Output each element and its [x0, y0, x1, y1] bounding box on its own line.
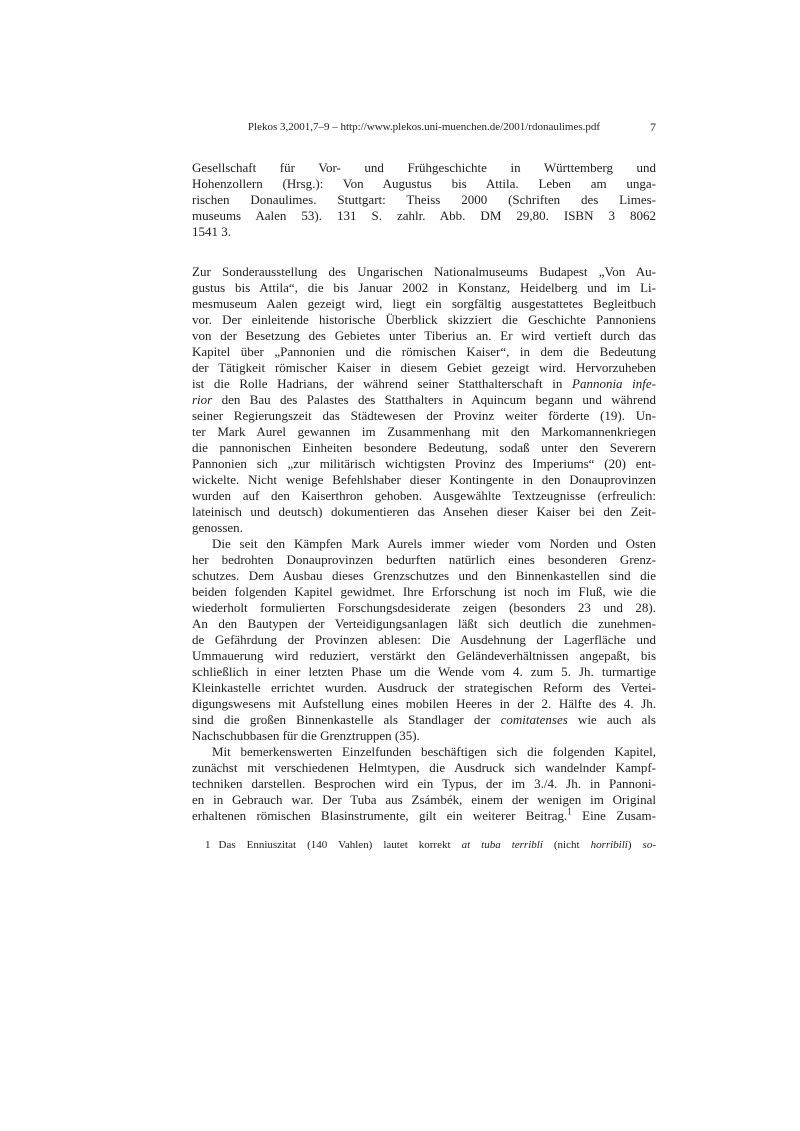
text-run: 1541 3. — [192, 224, 231, 239]
footnote-marker: 1 — [567, 808, 572, 817]
text-run: die pannonischen Einheiten besondere Bedeutung, sodaß unter den Severern — [192, 440, 656, 455]
text-run: mesmuseum Aalen gezeigt wird, liegt ein sorgfältig ausgestattetes Begleitbuch — [192, 296, 656, 311]
italic-text: at tuba terribli — [461, 839, 543, 851]
body-line — [192, 424, 656, 440]
text-run: en in Gebrauch war. Der Tuba aus Zsámbék, einem der wenigen im Original — [192, 792, 656, 807]
body-line — [192, 536, 656, 552]
body-line — [192, 760, 656, 776]
text-run: wiederholt formulierten Forschungsdesiderate zeigen (besonders 23 und 28). — [192, 600, 656, 615]
page-number: 7 — [650, 120, 656, 134]
body-line — [192, 376, 656, 392]
body-line — [192, 616, 656, 632]
text-run: der Tätigkeit römischer Kaiser in diesem Gebiet gezeigt wird. Hervorzuheben — [192, 360, 656, 375]
body-line — [192, 600, 656, 616]
text-run: wurden auf den Kaiserthron gehoben. Ausgewählte Textzeugnisse (erfreulich: — [192, 488, 656, 503]
text-run: Ummauerung wird reduziert, verstärkt den Geländeverhältnissen angepaßt, bis — [192, 648, 656, 663]
body-line — [192, 280, 656, 296]
text-run: seiner Regierungszeit das Städtewesen der Provinz weiter förderte (19). Un- — [192, 408, 656, 423]
footnote-number: 1 — [205, 839, 211, 851]
text-run: schließlich in einer letzten Phase um die Wende vom 4. zum 5. Jh. turmartige — [192, 664, 656, 679]
review-body — [192, 264, 656, 824]
citation-line — [192, 208, 656, 224]
text-run: An den Bautypen der Verteidigungsanlagen läßt sich deutlich die zunehmen- — [192, 616, 656, 631]
body-line — [192, 552, 656, 568]
text-run: Mit bemerkenswerten Einzelfunden beschäftigen sich die folgenden Kapitel, — [212, 744, 656, 759]
body-line — [192, 328, 656, 344]
text-run: museums Aalen 53). 131 S. zahlr. Abb. DM 29,80. ISBN 3 8062 — [192, 208, 656, 223]
text-run: digungswesens mit Aufstellung eines mobilen Heeres in der 2. Hälfte des 4. Jh. — [192, 696, 656, 711]
text-run: her bedrohten Donauprovinzen bedurften natürlich eines besonderen Grenz- — [192, 552, 656, 567]
citation-line — [192, 160, 656, 176]
text-run: Hohenzollern (Hrsg.): Von Augustus bis Attila. Leben am unga- — [192, 176, 656, 191]
text-run: rischen Donaulimes. Stuttgart: Theiss 2000 (Schriften des Limes- — [192, 192, 656, 207]
body-line — [192, 472, 656, 488]
text-run: vor. Der einleitende historische Überblick skizziert die Geschichte Pannoniens — [192, 312, 656, 327]
citation-line — [192, 176, 656, 192]
body-line — [192, 344, 656, 360]
text-run: genossen. — [192, 520, 243, 535]
italic-text: comitatenses — [500, 712, 568, 727]
body-line — [192, 456, 656, 472]
italic-text: so- — [642, 839, 656, 851]
text-run: (nicht — [542, 839, 591, 851]
body-line — [192, 312, 656, 328]
footnote — [192, 838, 656, 852]
body-line — [192, 488, 656, 504]
text-run: den Bau des Palastes des Statthalters in Aquincum begann und während — [212, 392, 656, 407]
body-line — [192, 264, 656, 280]
text-run: Zur Sonderausstellung des Ungarischen Nationalmuseums Budapest „Von Au- — [192, 264, 656, 279]
body-line — [192, 440, 656, 456]
body-line — [192, 680, 656, 696]
text-run: Das Enniuszitat (140 Vahlen) lautet korrekt — [218, 839, 462, 851]
body-line — [192, 360, 656, 376]
text-run: gustus bis Attila“, die bis Januar 2002 in Konstanz, Heidelberg und im Li- — [192, 280, 656, 295]
body-line — [192, 696, 656, 712]
book-citation — [192, 160, 656, 240]
body-line — [192, 504, 656, 520]
text-run: Eine Zusam- — [571, 808, 656, 823]
italic-text: horribili — [590, 839, 628, 851]
body-line — [192, 728, 656, 744]
body-line — [192, 584, 656, 600]
body-line — [192, 792, 656, 808]
text-run: zunächst mit verschiedenen Helmtypen, die Ausdruck sich wandelnder Kampf- — [192, 760, 656, 775]
text-column — [192, 120, 656, 852]
text-run: schutzes. Dem Ausbau dieses Grenzschutzes und den Binnenkastellen sind die — [192, 568, 656, 583]
text-run: de Gefährdung der Provinzen ablesen: Die Ausdehnung der Lagerfläche und — [192, 632, 656, 647]
paragraph — [192, 264, 656, 536]
text-run: Kleinkastelle errichtet wurden. Ausdruck der strategischen Reform des Vertei- — [192, 680, 656, 695]
text-run: Pannonien sich „zur militärisch wichtigsten Provinz des Imperiums“ (20) ent- — [192, 456, 656, 471]
body-line — [192, 744, 656, 760]
text-run: Die seit den Kämpfen Mark Aurels immer wieder vom Norden und Osten — [212, 536, 656, 551]
body-line — [192, 408, 656, 424]
citation-line — [192, 192, 656, 208]
text-run: Nachschubbasen für die Grenztruppen (35). — [192, 728, 420, 743]
text-run: sind die großen Binnenkastelle als Standlager der — [192, 712, 501, 727]
body-line — [192, 392, 656, 408]
body-line — [192, 520, 656, 536]
journal-line: Plekos 3,2001,7–9 – http://www.plekos.uni-muenchen.de/2001/rdonaulimes.pdf — [247, 121, 601, 133]
text-run: wie auch als — [567, 712, 656, 727]
text-run: Kapitel über „Pannonien und die römischen Kaiser“, in dem die Bedeutung — [192, 344, 656, 359]
text-run: ist die Rolle Hadrians, der während seiner Statthalterschaft in — [192, 376, 572, 391]
text-run: ) — [627, 839, 643, 851]
body-line — [192, 808, 656, 824]
body-line — [192, 296, 656, 312]
text-run: wickelte. Nicht wenige Befehlshaber dieser Kontingente in den Donauprovinzen — [192, 472, 656, 487]
running-header — [192, 120, 656, 134]
italic-text: Pannonia infe- — [572, 376, 656, 391]
text-run: ter Mark Aurel gewannen im Zusammenhang mit den Markomannenkriegen — [192, 424, 656, 439]
text-run: von der Besetzung des Gebietes unter Tiberius an. Er wird vertieft durch das — [192, 328, 656, 343]
body-line — [192, 776, 656, 792]
text-run: erhaltenen römischen Blasinstrumente, gilt ein weiterer Beitrag. — [192, 808, 568, 823]
text-run: lateinisch und deutsch) dokumentieren das Ansehen dieser Kaiser bei den Zeit- — [192, 504, 656, 519]
footnote-line — [205, 838, 656, 852]
body-line — [192, 712, 656, 728]
paragraph — [192, 744, 656, 824]
text-run: techniken darstellen. Besprochen wird ein Typus, der im 3./4. Jh. in Pannoni- — [192, 776, 656, 791]
text-run: beiden folgenden Kapitel gewidmet. Ihre Erforschung ist noch im Fluß, wie die — [192, 584, 656, 599]
citation-line — [192, 224, 656, 240]
italic-text: rior — [192, 392, 213, 407]
body-line — [192, 632, 656, 648]
body-line — [192, 664, 656, 680]
body-line — [192, 648, 656, 664]
paragraph — [192, 536, 656, 744]
body-line — [192, 568, 656, 584]
text-run: Gesellschaft für Vor- und Frühgeschichte in Württemberg und — [192, 160, 656, 175]
